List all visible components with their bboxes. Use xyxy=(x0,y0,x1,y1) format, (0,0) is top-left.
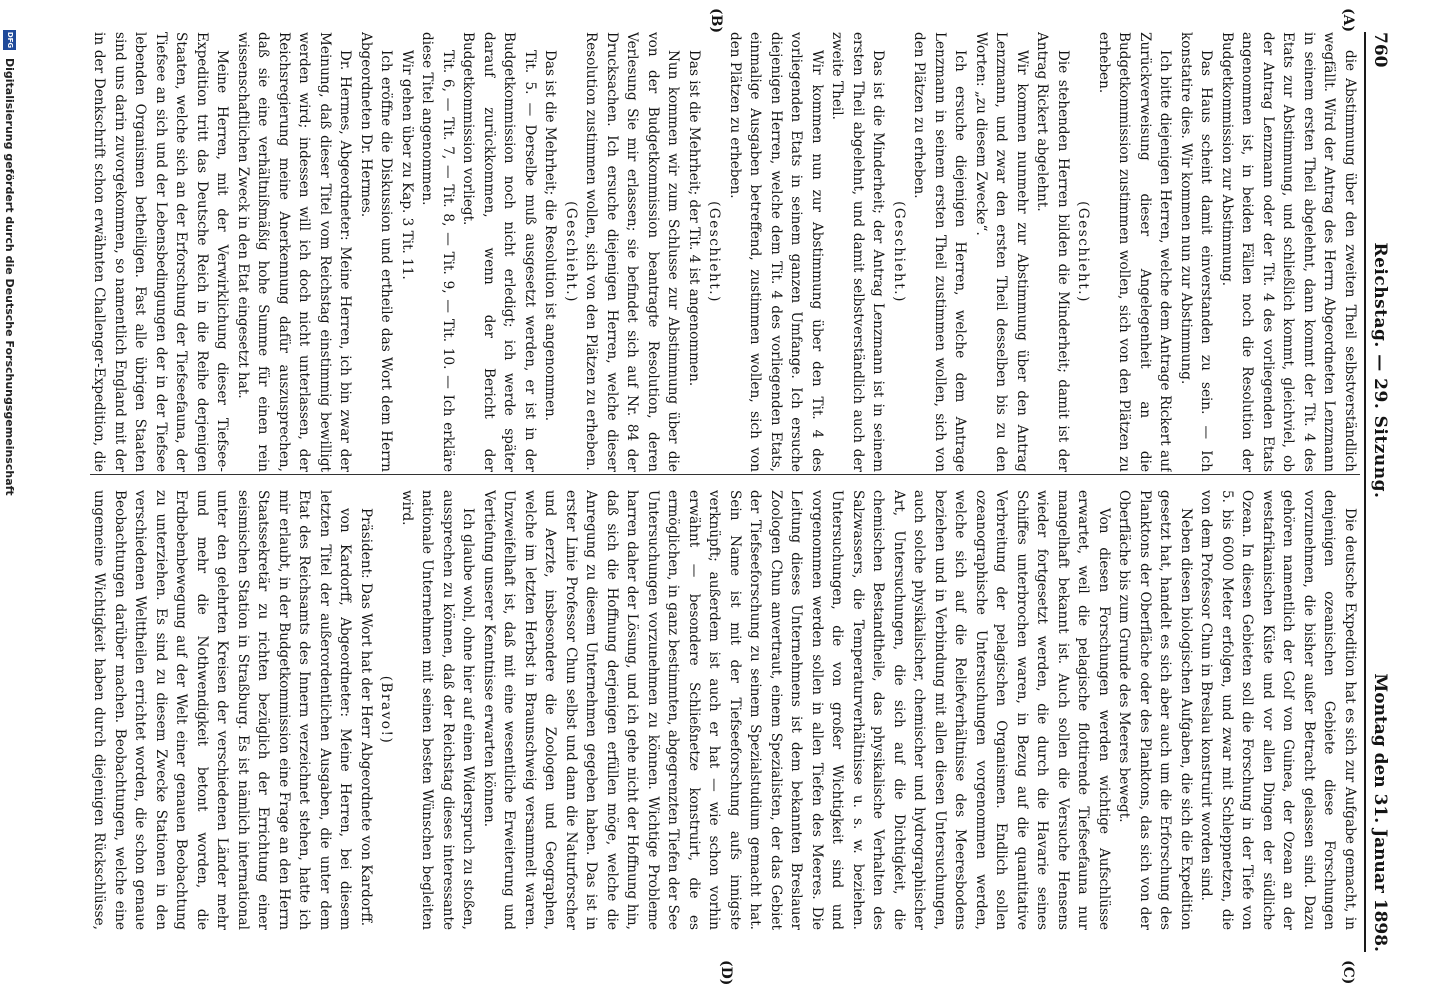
margin-marker-d: (D) xyxy=(718,960,734,986)
paragraph: Tit. 5. — Derselbe muß ausgesetzt werden, er ist in der Budgetkommission noch nicht erledigt; ich werde später darauf zurückkommen, wenn der Bericht der Budgetkommission vorliegt. xyxy=(460,32,538,472)
paragraph: Wir kommen nun zur Abstimmung über den Tit. 4 des vorliegenden Etats in seinem ganzen Umfange. Ich ersuche diejenigen Herren, welche dem Tit. 4 des vorliegenden Etats, einmalige Ausgaben betreffend, zustimmen wollen, sich von den Plätzen zu erheben. xyxy=(727,32,825,472)
paragraph: Nun kommen wir zum Schlusse zur Abstimmung über die von der Budgetkommission beantragte Resolution, deren Verlesung Sie mir erlassen; sie befindet sich auf Nr. 84 der Drucksachen. Ich ersuche diejenigen Herren, welche dieser Resolution zustimmen wollen, sich von den Plätzen zu erheben. xyxy=(583,32,682,472)
paragraph: Ich bitte diejenigen Herren, welche dem Antrage Rickert auf Zurückverweisung dieser Angelegenheit an die Budgetkommission zustimmen wollen, sich von den Plätzen zu erheben. xyxy=(1096,32,1174,472)
page-number: 760 xyxy=(1370,32,1390,68)
paragraph: Präsident: Das Wort hat der Herr Abgeordnete von Kardorff. xyxy=(358,508,374,927)
paragraph: Tit. 6, — Tit. 7, — Tit. 8, — Tit. 9, — Tit. 10. — Ich erkläre diese Titel angenommen. xyxy=(419,32,456,472)
paragraph: Von diesen Forschungen werden wichtige Aufschlüsse erwartet, weil die pelagische flottirende Tiefseefauna nur mangelhaft bekannt ist. Auch sollen die Versuche Hensens wieder fortgesetzt werden, die durch die Havarie seines Schiffes unterbrochen waren, in Bezug auf die quantitative Verbreitung der pelagischen Organismen. Endlich sollen ozeanographische Untersuchungen vorgenommen werden, welche sich auf die Reliefverhältnisse des Meeresbodens beziehen und in Verbindung mit allen diesen Untersuchungen, auch solche physikalischer, chemischer und hydrographischer Art, Untersuchungen, die sich auf die Dichtigkeit, die chemischen Bestandtheile, das physikalische Verhalten des Salzwassers, die Temperaturverhältnisse u. s. w. beziehen. Untersuchungen, die von großer Wichtigkeit sind und vorgenommen werden sollen in allen Tiefen des Meeres. Die Leitung dieses Unternehmens ist dem bekannten Breslauer Zoologen Chun anvertraut, einem Spezialisten, der das Gebiet der Tiefseeforschung zu seinem Spezialstudium gemacht hat. Sein Name ist mit der Tiefseeforschung aufs innigste verknüpft; außerdem ist auch er hat — wie schon vorhin erwähnt — besondere Schließnetze konstruirt, die es ermöglichen, in ganz bestimmten, abgegrenzten Tiefen der See Untersuchungen vorzunehmen zu können. Wichtige Probleme harren daher der Lösung, und ich gehe nicht der Hoffnung hin, daß sich die Hoffnung derjenigen erfüllen möge, welche die Anregung zu diesem Unternehmen gegeben haben. Das ist in erster Linie Professor Chun selbst und dann die Naturforscher und Aerzte, insbesondere die Zoologen und Geographen, welche im letzten Herbst in Braunschweig versammelt waren. Unzweifelhaft ist, daß mit eine wesentliche Erweiterung und Vertiefung unserer Kenntnisse erwarten können. xyxy=(481,490,1112,930)
paragraph: Das Haus scheint damit einverstanden zu sein. — Ich konstatire dies. Wir kommen nun zur Abstimmung. xyxy=(1178,32,1215,472)
paragraph: (Geschieht.) xyxy=(706,201,723,303)
paragraph: Wir gehen über zu Kap. 3 Tit. 11. xyxy=(399,50,415,280)
paragraph: Das ist die Minderheit; der Antrag Lenzmann ist in seinem ersten Theil abgelehnt, und damit selbstverständlich auch der zweite Theil. xyxy=(829,32,887,472)
page-header xyxy=(1364,32,1396,952)
margin-marker-a: (A) xyxy=(1340,8,1356,33)
header-date: Montag den 31. Januar 1898. xyxy=(1370,673,1390,952)
paragraph: Ich ersuche diejenigen Herren, welche dem Antrage Lenzmann in seinem ersten Theil zustimmen wollen, sich von den Plätzen zu erheben. xyxy=(911,32,969,472)
left-column xyxy=(90,32,1360,472)
paragraph: Das ist die Mehrheit; der Tit. 4 ist angenommen. xyxy=(686,50,702,387)
digitization-credit xyxy=(0,30,20,990)
margin-marker-b: (B) xyxy=(708,8,724,34)
paragraph: Dr. Hermes, Abgeordneter: Meine Herren, ich bin zwar der Meinung, daß dieser Titel vom Reichstag einstimmig bewilligt werden wird; indessen will ich doch nicht unterlassen, der Reichsregierung meine Anerkennung dafür auszusprechen, daß sie eine verhältnißmäßig hohe Summe für einen rein wissenschaftlichen Zweck in den Etat eingesetzt hat. xyxy=(235,32,354,472)
margin-marker-c: (C) xyxy=(1340,960,1356,985)
paragraph: Meine Herren, mit der Verwirklichung dieser Tiefsee-Expedition tritt das Deutsche Reich in die Reihe derjenigen Staaten, welche sich an der Erforschung der Tiefseefauna, der Tiefsee an sich und der Lebensbedingungen der in der Tiefsee lebenden Organismen betheiligen. Fast alle übrigen Staaten sind uns darin zuvorgekommen, so namentlich England mit der in der Denkschrift schon erwähnten Challenger-Expedition, die xyxy=(91,32,231,472)
paragraph: (Geschieht.) xyxy=(891,201,907,303)
paragraph: Das ist die Mehrheit; die Resolution ist angenommen. xyxy=(542,50,559,422)
dfg-logo: DFG xyxy=(4,30,17,50)
paragraph: (Geschieht.) xyxy=(1075,201,1092,303)
right-column xyxy=(90,490,1360,930)
paragraph: (Geschieht.) xyxy=(563,201,579,303)
digitization-credit-text: Digitalisierung gefördert durch die Deutsche Forschungsgemeinschaft xyxy=(3,58,17,496)
header-title: Reichstag. — 29. Sitzung. xyxy=(1370,242,1390,499)
paragraph: Die stehenden Herren bilden die Minderheit; damit ist der Antrag Rickert abgelehnt. xyxy=(1034,32,1071,472)
paragraph: (Bravo!) xyxy=(378,675,395,745)
paragraph: Die deutsche Expedition hat es sich zur Aufgabe gemacht, in denjenigen ozeanischen Gebiete diese Forschungen vorzunehmen, die bisher außer Betracht gelassen sind. Dazu gehören namentlich der Golf von Guinea, der Ozean an der westafrikanischen Küste und vor allen Dingen der südliche Ozean. In diesen Gebieten soll die Forschung in der Tiefe von 5. bis 6000 Meter erfolgen, und zwar mit Schleppnetzen, die von dem Professor Chun in Breslau konstruirt worden sind. xyxy=(1198,490,1358,930)
paragraph: Ich eröffne die Diskussion und ertheile das Wort dem Herrn Abgeordneten Dr. Hermes. xyxy=(358,32,395,472)
paragraph: Neben diesen biologischen Aufgaben, die sich die Expedition gesetzt hat, handelt es sich aber auch um die Erforschung des Planktons der Oberfläche oder des Planktons, das sich von der Oberfläche bis zum Grunde des Meeres bewegt. xyxy=(1116,490,1194,930)
column-divider xyxy=(90,474,1360,475)
paragraph: die Abstimmung über den zweiten Theil selbstverständlich wegfällt. Wird der Antrag des Herrn Abgeordneten Lenzmann in seinem ersten Theil abgelehnt, dann kommt der Tit. 4 des Etats zur Abstimmung, und schließlich kommt, gleichviel, ob der Antrag Lenzmann oder der Tit. 4 des vorliegenden Etats angenommen ist, in beiden Fällen noch die Resolution der Budgetkommission zur Abstimmung. xyxy=(1219,32,1358,472)
paragraph: Wir kommen nunmehr zur Abstimmung über den Antrag Lenzmann, und zwar den ersten Theil desselben bis zu den Worten: „zu diesem Zwecke“. xyxy=(973,32,1030,472)
paragraph: von Kardorff, Abgeordneter: Meine Herren, bei diesem letzten Titel der außerordentlichen Ausgaben, die unter dem Etat des Reichsamts des Innern verzeichnet stehen, hatte ich mir erlaubt, in der Budgetkommission eine Frage an den Herrn Staatssekretär zu richten bezüglich der Errichtung einer seismischen Station in Straßburg. Es ist nämlich international unter den gelehrten Kreisen der verschiedenen Länder mehr und mehr die Nothwendigkeit betont worden, die Erdbebenbewegung auf der Welt einer genauen Beobachtung zu unterziehen. Es sind zu diesem Zwecke Stationen in den verschiedenen Welttheilen errichtet worden, die schon genaue Beobachtungen darüber machen. Beobachtungen, welche eine ungemeine Wichtigkeit haben durch diejenigen Rückschlüsse, xyxy=(91,490,354,930)
paragraph: Ich glaube wohl, ohne hier auf einen Widerspruch zu stoßen, aussprechen zu können, daß der Reichstag dieses interessante nationale Unternehmen mit seinen besten Wünschen begleiten wird. xyxy=(399,490,477,930)
